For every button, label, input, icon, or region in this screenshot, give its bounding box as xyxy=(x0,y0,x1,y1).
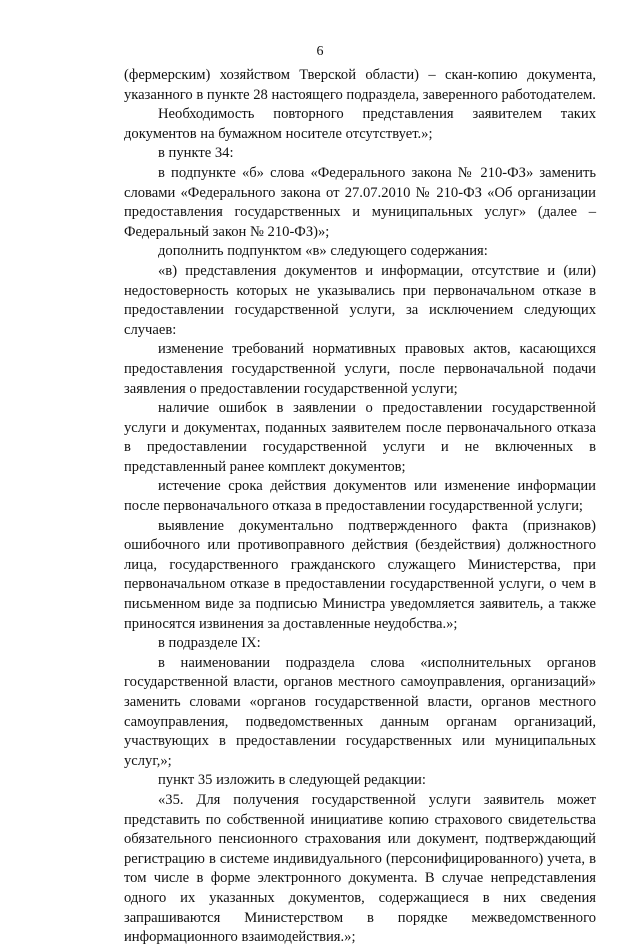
paragraph: в пункте 34: xyxy=(158,145,234,162)
paragraph: наличие ошибок в заявлении о предоставлении государственной услуги и документах, поданных заявителем после первоначального отказа в предоставлении государственной услуги и не включенных в представленный ранее комплект документов; xyxy=(124,400,596,475)
paragraph: (фермерским) хозяйством Тверской области) – скан-копию документа, указанного в пункте 28 настоящего подраздела, заверенного работодателем. xyxy=(124,67,596,103)
paragraph: истечение срока действия документов или изменение информации после первоначального отказа в предоставлении государственной услуги; xyxy=(124,478,596,515)
paragraph: «35. Для получения государственной услуги заявитель может представить по собственной инициативе копию страхового свидетельства обязательного пенсионного страхования или документ, подтверждающий регистрацию в системе индивидуального (персонифицированного) учета, в том числе в форме электронного документа. В случае непредставления одного их указанных документов, содержащиеся в них сведения запрашиваются Министерством в порядке межведомственного информационного взаимодействия.»; xyxy=(124,791,596,946)
document-body xyxy=(124,66,596,948)
paragraph: изменение требований нормативных правовых актов, касающихся предоставления государственной услуги, после первоначальной подачи заявления о предоставлении государственной услуги; xyxy=(124,341,596,397)
page-number: 6 xyxy=(316,44,324,59)
paragraph: Необходимость повторного представления заявителем таких документов на бумажном носителе отсутствует.»; xyxy=(124,106,596,142)
paragraph: в подразделе IX: xyxy=(158,635,261,652)
paragraph: выявление документально подтвержденного факта (признаков) ошибочного или противоправного действия (бездействия) должностного лица, государственного гражданского служащего Министерства, при первоначальном отказе в предоставлении государственной услуги, о чем в письменном виде за подписью Министра уведомляется заявитель, а также приносятся извинения за доставленные неудобства.»; xyxy=(124,517,596,632)
paragraph: в подпункте «б» слова «Федерального закона № 210-ФЗ» заменить словами «Федерального закона от 27.07.2010 № 210-ФЗ «Об организации предоставления государственных и муниципальных услуг» (далее – Федеральный закон № 210-ФЗ)»; xyxy=(124,164,596,240)
paragraph: пункт 35 изложить в следующей редакции: xyxy=(158,772,426,789)
paragraph: «в) представления документов и информации, отсутствие и (или) недостоверность которых не указывались при первоначальном отказе в предоставлении государственной услуги, за исключением следующих случаев: xyxy=(124,262,596,338)
paragraph: в наименовании подраздела слова «исполнительных органов государственной власти, органов местного самоуправления, организаций» заменить словами «органов государственной власти, органов местного самоуправления, подведомственных данным органам организаций, участвующих в предоставлении государственных или муниципальных услуг,»; xyxy=(124,654,596,769)
paragraph: дополнить подпунктом «в» следующего содержания: xyxy=(158,243,488,260)
